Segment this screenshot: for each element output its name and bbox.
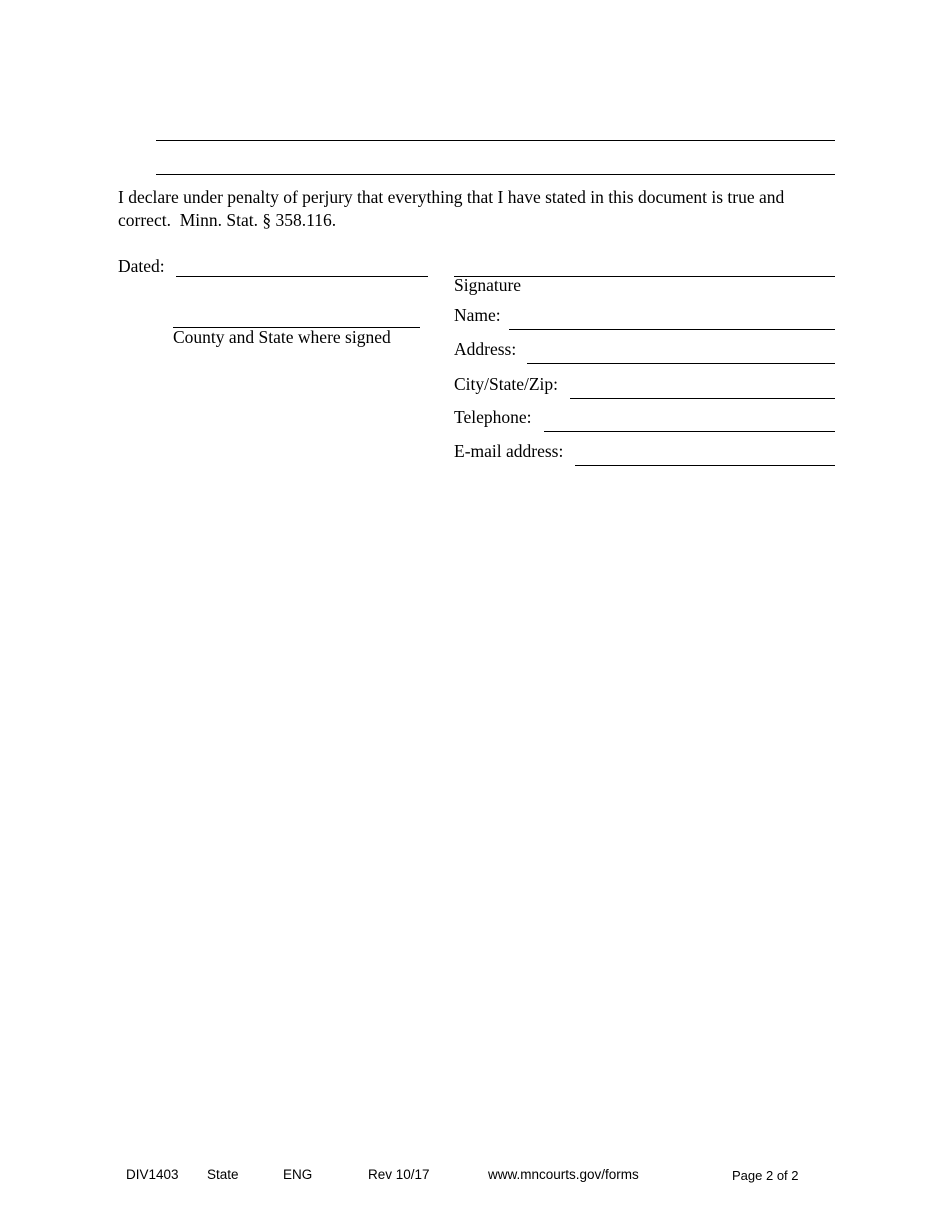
email-field[interactable] xyxy=(575,465,835,466)
telephone-field[interactable] xyxy=(544,431,835,432)
county-state-label: County and State where signed xyxy=(173,327,391,347)
footer-revision: Rev 10/17 xyxy=(368,1167,430,1182)
declaration-text: I declare under penalty of perjury that everything that I have stated in this document is true and correct. xyxy=(118,187,785,231)
blank-line-2[interactable] xyxy=(156,174,835,175)
telephone-label: Telephone: xyxy=(454,407,532,427)
city-state-zip-label: City/State/Zip: xyxy=(454,374,559,394)
footer-form-id: DIV1403 xyxy=(126,1167,179,1182)
dated-field[interactable] xyxy=(176,276,428,277)
footer-language: ENG xyxy=(283,1167,313,1182)
name-label: Name: xyxy=(454,305,501,325)
dated-label: Dated: xyxy=(118,256,165,276)
signature-label: Signature xyxy=(454,275,522,295)
footer-website: www.mncourts.gov/forms xyxy=(488,1167,639,1182)
name-field[interactable] xyxy=(509,329,835,330)
address-label: Address: xyxy=(454,339,517,359)
blank-line-1[interactable] xyxy=(156,140,835,141)
address-field[interactable] xyxy=(527,363,835,364)
email-label: E-mail address: xyxy=(454,441,564,461)
declaration-paragraph xyxy=(118,186,838,232)
statute-citation: Minn. Stat. § 358.116. xyxy=(179,210,337,231)
footer-page-number: Page 2 of 2 xyxy=(732,1168,799,1183)
footer-jurisdiction: State xyxy=(207,1167,239,1182)
city-state-zip-field[interactable] xyxy=(570,398,835,399)
